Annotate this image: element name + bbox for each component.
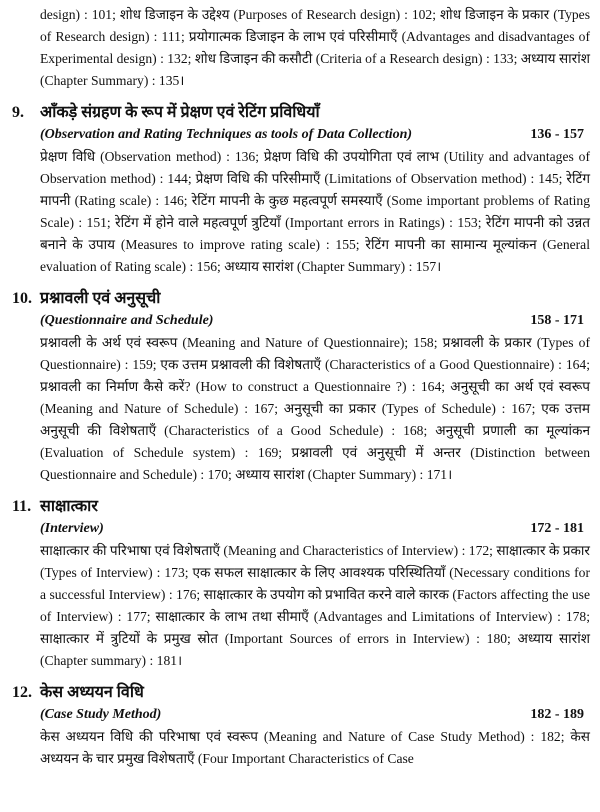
chapter-title: केस अध्ययन विधि: [40, 684, 144, 701]
chapter-title: प्रश्नावली एवं अनुसूची: [40, 290, 161, 307]
chapter-contents: प्रेक्षण विधि (Observation method) : 136; प्रेक्षण विधि की उपयोगिता एवं लाभ (Utility and advantages of Observation method) : 144; प्रेक्षण विधि की परिसीमाएँ (Limitations of Observation method) : 145; रेटिंग मापनी (Rating scale) : 146; रेटिंग मापनी के कुछ महत्वपूर्ण समस्याएँ (Some important problems of Rating Scale) : 151; रेटिंग में होने वाले महत्वपूर्ण त्रुटियाँ (Important errors in Ratings) : 153; रेटिंग मापनी को उन्नत बनाने के उपाय (Measures to improve rating scale) : 155; रेटिंग मापनी का सामान्य मूल्यांकन (General evaluation of Rating scale) : 156; अध्याय सारांश (Chapter Summary) : 157।: [40, 149, 590, 274]
chapter-number: 11.: [12, 498, 32, 515]
chapter-page-range: 182 - 189: [530, 707, 584, 722]
chapter-page-range: 136 - 157: [530, 127, 584, 142]
chapter-title: आँकड़े संग्रहण के रूप में प्रेक्षण एवं रेटिंग प्रविधियाँ: [40, 104, 320, 121]
chapter-heading: [12, 102, 584, 124]
chapter-subtitle: (Observation and Rating Techniques as tools of Data Collection): [40, 127, 413, 142]
chapter-subtitle: (Interview): [40, 521, 104, 536]
chapter-9: [12, 102, 590, 278]
chapter-contents: केस अध्ययन विधि की परिभाषा एवं स्वरूप (Meaning and Nature of Case Study Method) : 182; केस अध्ययन के चार प्रमुख विशेषताएँ (Four Important Characteristics of Case: [40, 729, 590, 766]
chapter-subtitle-row: [40, 310, 584, 332]
chapter-10: [12, 288, 590, 486]
chapter-subtitle-row: [40, 704, 584, 726]
chapter-subtitle: (Questionnaire and Schedule): [40, 313, 214, 328]
chapter-heading: [12, 496, 584, 518]
intro-paragraph: design) : 101; शोध डिजाइन के उद्देश्य (Purposes of Research design) : 102; शोध डिजाइन के प्रकार (Types of Research design) : 111; प्रयोगात्मक डिजाइन के लाभ एवं परिसीमाएँ (Advantages and disadvantages of Experimental design) : 132; शोध डिजाइन की कसौटी (Criteria of a Research design) : 133; अध्याय सारांश (Chapter Summary) : 135।: [40, 7, 590, 88]
chapter-contents: साक्षात्कार की परिभाषा एवं विशेषताएँ (Meaning and Characteristics of Interview) : 172; साक्षात्कार के प्रकार (Types of Interview) : 173; एक सफल साक्षात्कार के लिए आवश्यक परिस्थितियाँ (Necessary conditions for a successful Interview) : 176; साक्षात्कार के उपयोग को प्रभावित करने वाले कारक (Factors affecting the use of Interview) : 177; साक्षात्कार के लाभ तथा सीमाएँ (Advantages and Limitations of Interview) : 178; साक्षात्कार में त्रुटियों के प्रमुख स्रोत (Important Sources of errors in Interview) : 180; अध्याय सारांश (Chapter summary) : 181।: [40, 543, 590, 668]
chapter-number: 12.: [12, 684, 32, 701]
chapter-subtitle-row: [40, 518, 584, 540]
chapter-page-range: 172 - 181: [530, 521, 584, 536]
chapter-12: [12, 682, 590, 770]
chapter-number: 10.: [12, 290, 32, 307]
chapter-title: साक्षात्कार: [40, 498, 98, 515]
chapter-heading: [12, 682, 584, 704]
chapter-page-range: 158 - 171: [530, 313, 584, 328]
chapter-11: [12, 496, 590, 672]
chapter-subtitle: (Case Study Method): [40, 707, 162, 722]
chapter-heading: [12, 288, 584, 310]
chapter-contents: प्रश्नावली के अर्थ एवं स्वरूप (Meaning and Nature of Questionnaire); 158; प्रश्नावली के प्रकार (Types of Questionnaire) : 159; एक उत्तम प्रश्नावली की विशेषताएँ (Characteristics of a Good Questionnaire) : 164; प्रश्नावली का निर्माण कैसे करें? (How to construct a Questionnaire ?) : 164; अनुसूची का अर्थ एवं स्वरूप (Meaning and Nature of Schedule) : 167; अनुसूची का प्रकार (Types of Schedule) : 167; एक उत्तम अनुसूची की विशेषताएँ (Characteristics of a Good Schedule) : 168; अनुसूची प्रणाली का मूल्यांकन (Evaluation of Schedule system) : 169; प्रश्नावली एवं अनुसूची में अन्तर (Distinction between Questionnaire and Schedule) : 170; अध्याय सारांश (Chapter Summary) : 171।: [40, 335, 590, 482]
chapter-number: 9.: [12, 104, 24, 121]
chapter-subtitle-row: [40, 124, 584, 146]
